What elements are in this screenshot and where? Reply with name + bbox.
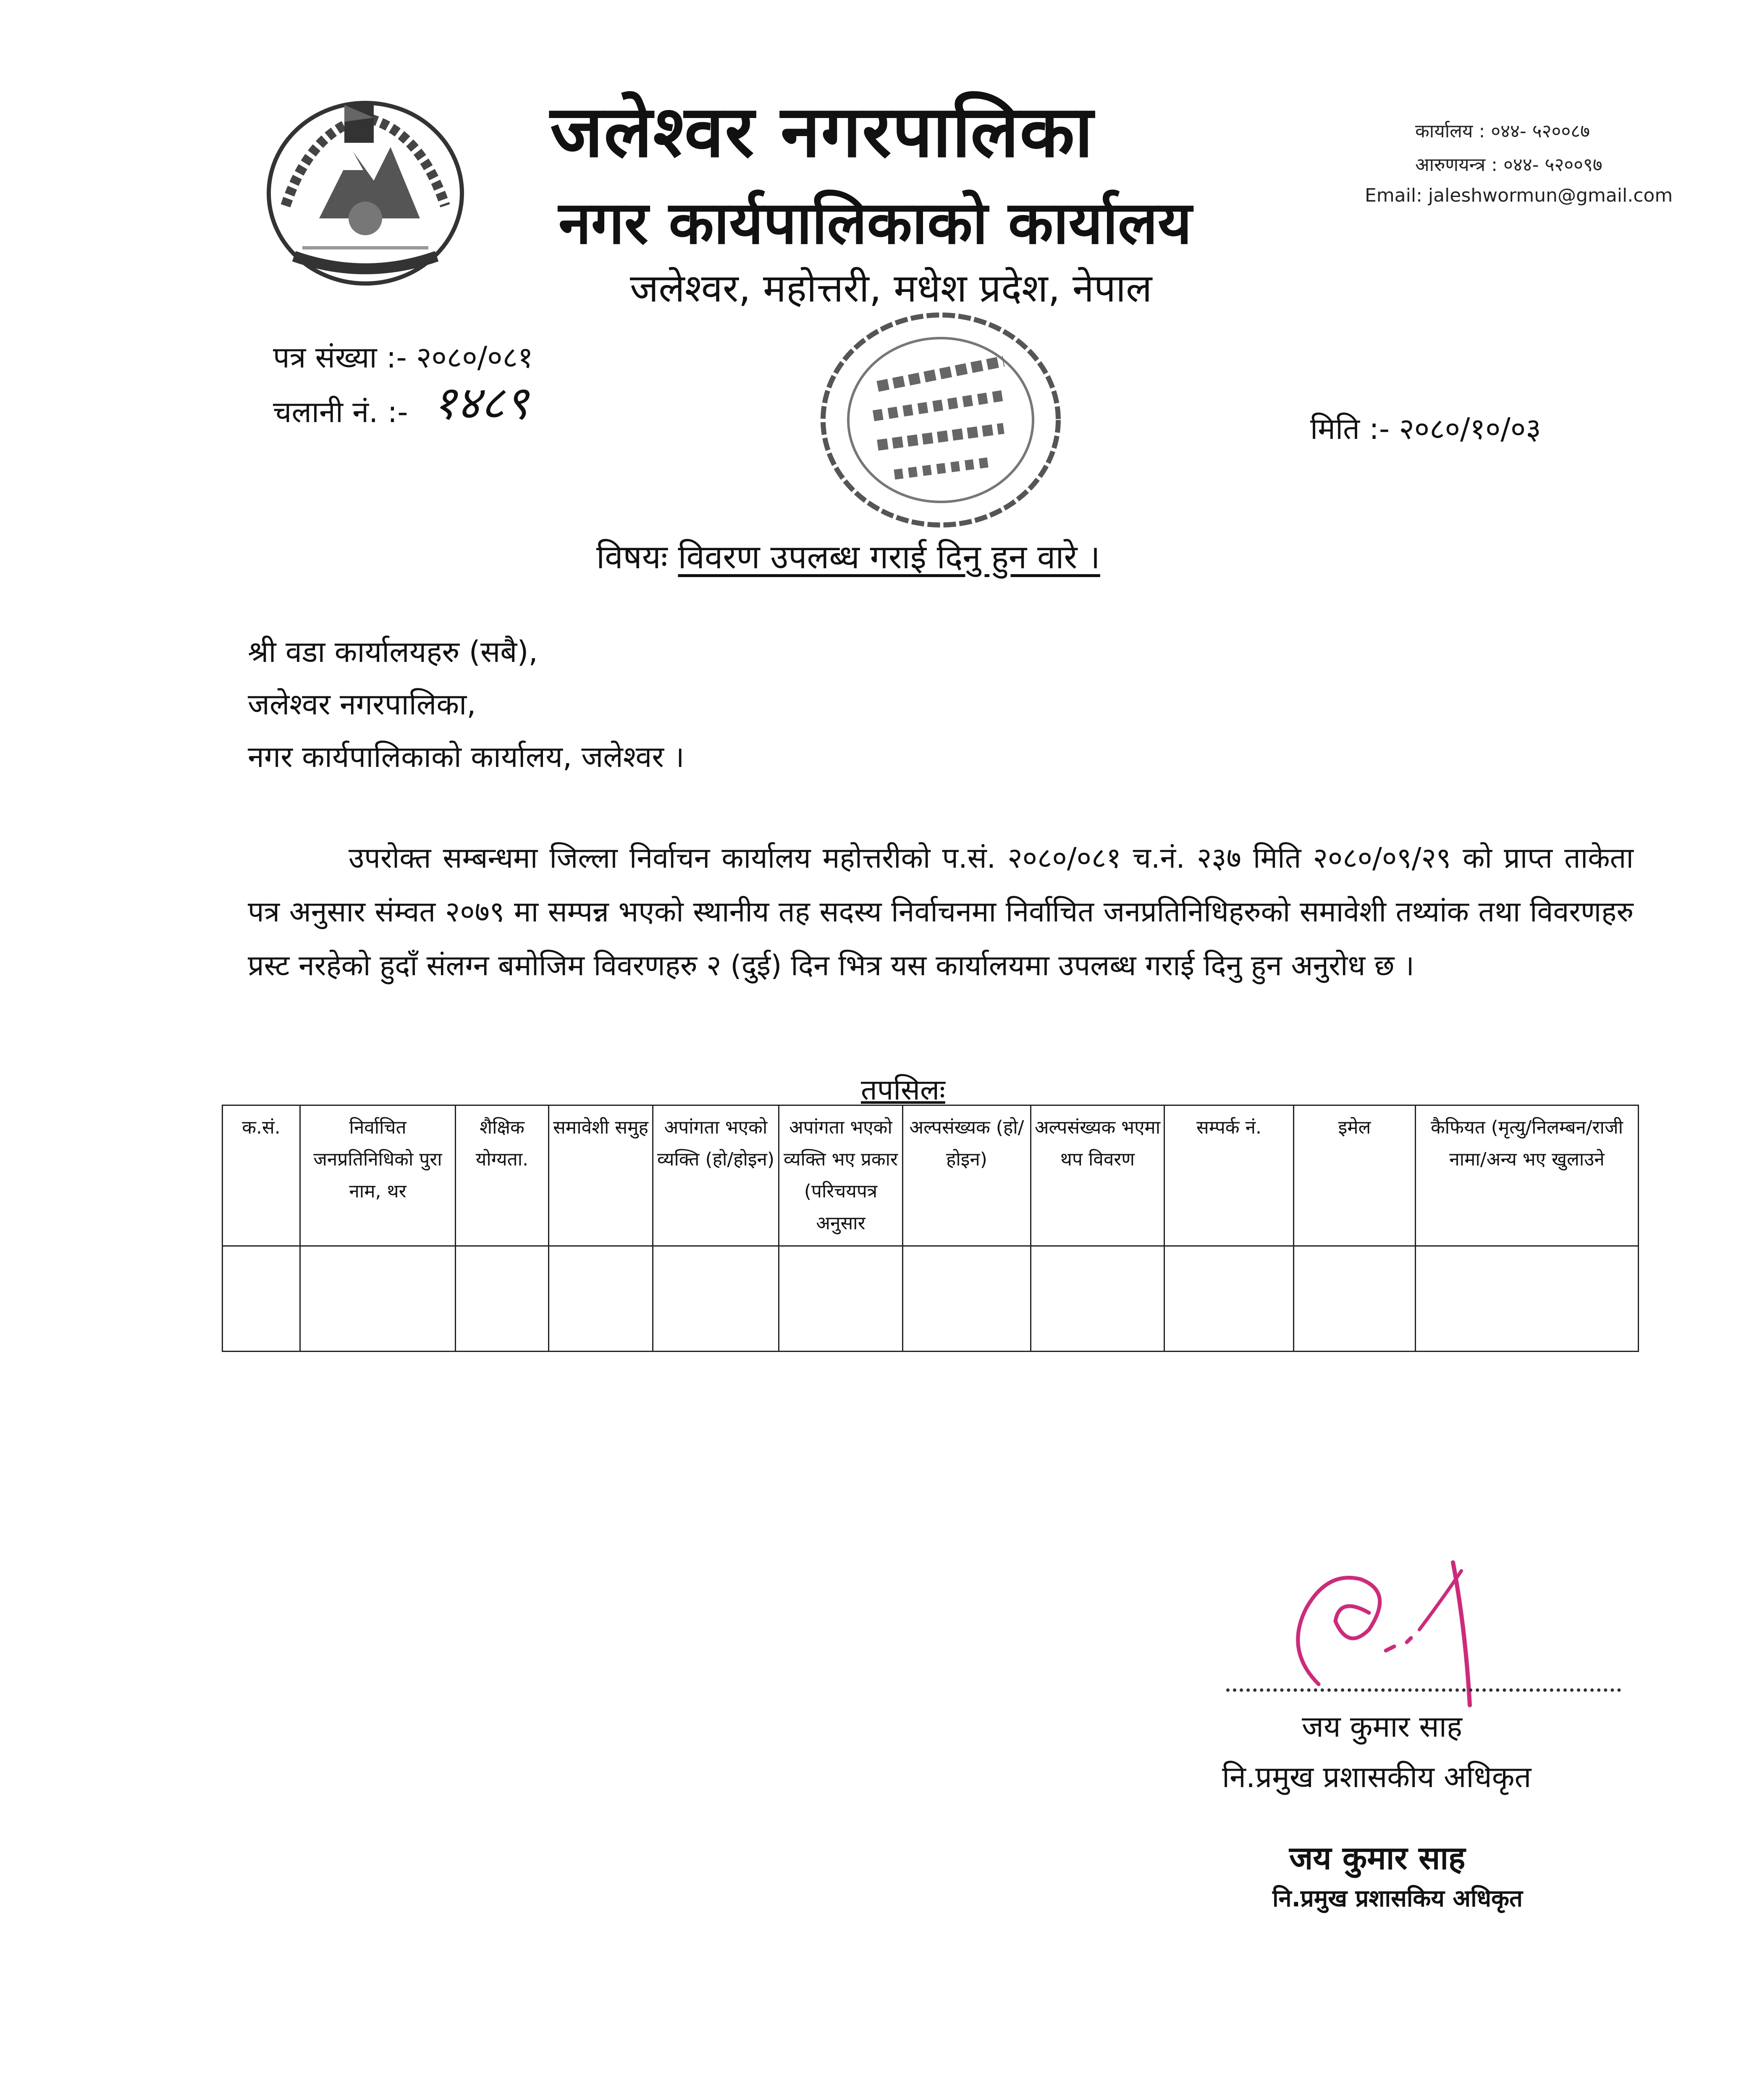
- tapasil-heading: तपसिलः: [861, 1074, 945, 1107]
- header-email: Email: jaleshwormun@gmail.com: [1365, 185, 1673, 206]
- column-header: कैफियत (मृत्यु/निलम्बन/राजी नामा/अन्य भए खुलाउने: [1416, 1105, 1639, 1246]
- table-cell: [456, 1246, 549, 1352]
- phone-fax: आरुणयन्त्र : ०४४- ५२००९७: [1415, 154, 1602, 176]
- table-cell: [300, 1246, 456, 1352]
- subject-text: विवरण उपलब्ध गराई दिनु हुन वारे ।: [678, 538, 1100, 576]
- nepal-emblem-icon: [248, 80, 483, 298]
- office-seal-icon: [810, 302, 1071, 538]
- column-header: अपांगता भएको व्यक्ति भए प्रकार (परिचयपत्र अनुसार: [779, 1105, 903, 1246]
- column-header: शैक्षिक योग्यता.: [456, 1105, 549, 1246]
- column-header: समावेशी समुह: [549, 1105, 653, 1246]
- patra-sankhya: पत्र संख्या :- २०८०/०८१: [273, 340, 533, 375]
- org-title: जलेश्वर नगरपालिका: [550, 90, 1094, 173]
- column-header: अपांगता भएको व्यक्ति (हो/होइन): [653, 1105, 779, 1246]
- phone-office: कार्यालय : ०४४- ५२००८७: [1415, 121, 1590, 142]
- signatory-name: जय कुमार साह: [1302, 1709, 1463, 1744]
- column-header: अल्पसंख्यक (हो/होइन): [903, 1105, 1031, 1246]
- table-cell: [223, 1246, 300, 1352]
- column-header: क.सं.: [223, 1105, 300, 1246]
- details-table: [222, 1105, 1639, 1352]
- table-cell: [1031, 1246, 1164, 1352]
- signature-line: [1226, 1688, 1621, 1692]
- table-row: [223, 1246, 1639, 1352]
- addressee-line: नगर कार्यपालिकाको कार्यालय, जलेश्वर ।: [248, 740, 684, 774]
- signatory-title: नि.प्रमुख प्रशासकीय अधिकृत: [1222, 1760, 1532, 1794]
- addressee-line: श्री वडा कार्यालयहरु (सबै),: [248, 635, 538, 669]
- table-cell: [903, 1246, 1031, 1352]
- column-header: सम्पर्क नं.: [1164, 1105, 1294, 1246]
- org-subtitle: नगर कार्यपालिकाको कार्यालय: [559, 189, 1192, 257]
- handwritten-signature-icon: [1268, 1546, 1529, 1722]
- table-header-row: [223, 1105, 1639, 1246]
- column-header: अल्पसंख्यक भएमा थप विवरण: [1031, 1105, 1164, 1246]
- chalani-label: चलानी नं. :-: [273, 395, 408, 429]
- chalani-number: १४८९: [433, 376, 529, 430]
- date: मिति :- २०८०/१०/०३: [1310, 412, 1541, 446]
- letter-body: उपरोक्त सम्बन्धमा जिल्ला निर्वाचन कार्यालय महोत्तरीको प.सं. २०८०/०८१ च.नं. २३७ मिति २०८०/०९/२९ को प्राप्त ताकेता पत्र अनुसार संम्वत २०७९ मा सम्पन्न भएको स्थानीय तह सदस्य निर्वाचनमा निर्वाचित जनप्रतिनिधिहरुको समावेशी तथ्यांक तथा विवरणहरु प्रस्ट नरहेको हुदाँ संलग्न बमोजिम विवरणहरु २ (दुई) दिन भित्र यस कार्यालयमा उपलब्ध गराई दिनु हुन अनुरोध छ ।: [248, 842, 1634, 982]
- table-cell: [1294, 1246, 1416, 1352]
- subject-label: विषयः: [596, 538, 668, 576]
- table-cell: [653, 1246, 779, 1352]
- table-cell: [549, 1246, 653, 1352]
- stamp-name: जय कुमार साह: [1289, 1839, 1466, 1877]
- column-header: इमेल: [1294, 1105, 1416, 1246]
- table-cell: [1416, 1246, 1639, 1352]
- stamp-title: नि.प्रमुख प्रशासकिय अधिकृत: [1272, 1885, 1523, 1912]
- subject-line: [596, 533, 1100, 578]
- column-header: निर्वाचित जनप्रतिनिधिको पुरा नाम, थर: [300, 1105, 456, 1246]
- org-address: जलेश्वर, महोत्तरी, मधेश प्रदेश, नेपाल: [630, 266, 1152, 311]
- table-cell: [1164, 1246, 1294, 1352]
- addressee-line: जलेश्वर नगरपालिका,: [248, 687, 476, 722]
- table-cell: [779, 1246, 903, 1352]
- addressee-block: [248, 626, 684, 783]
